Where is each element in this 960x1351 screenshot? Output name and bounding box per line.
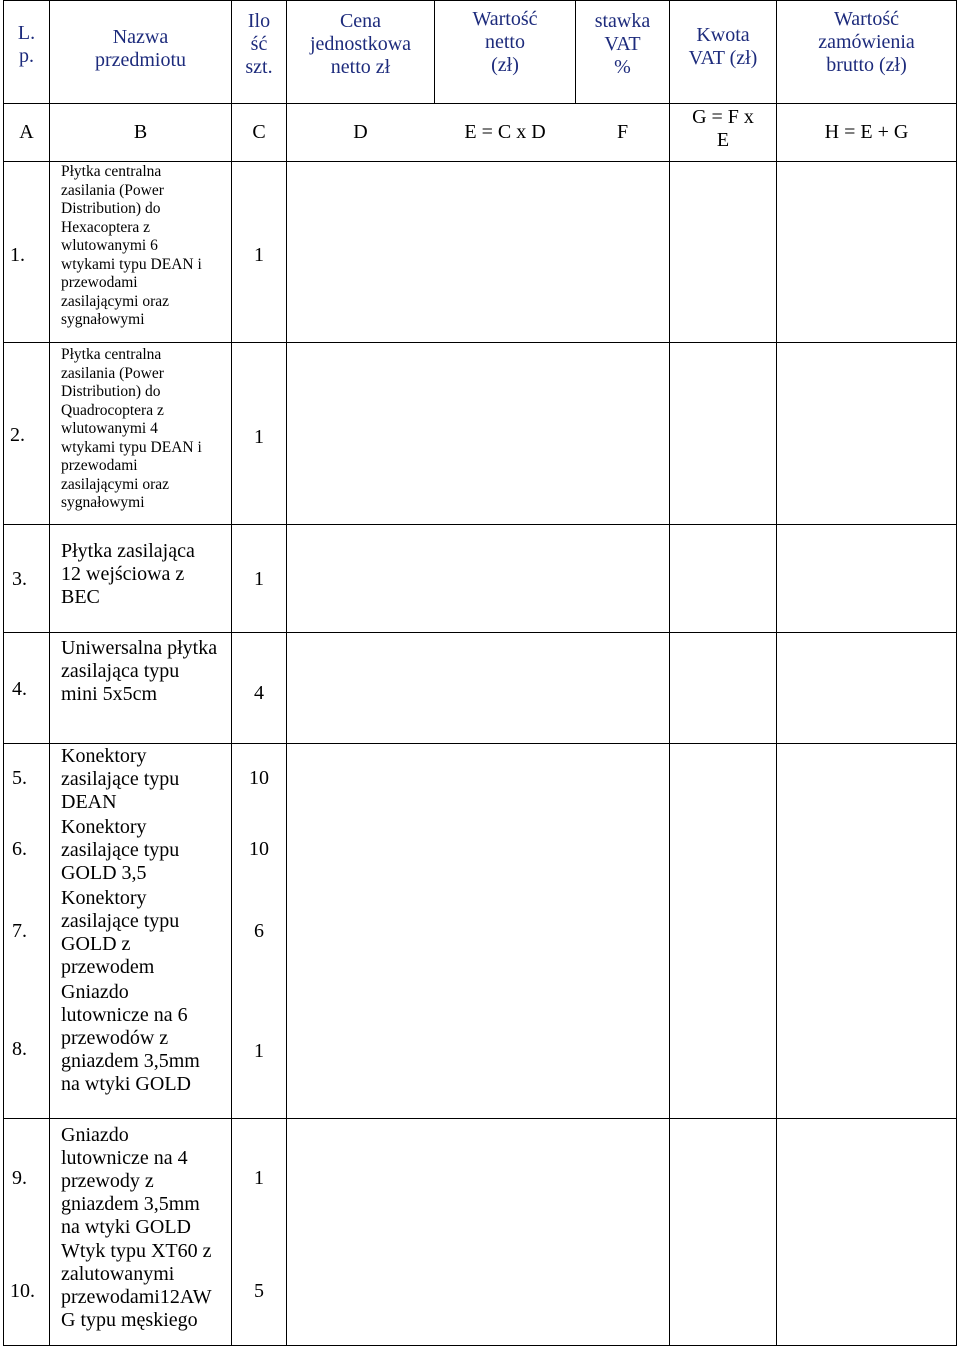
table-border-right bbox=[956, 0, 957, 1346]
column-rule bbox=[231, 0, 232, 1346]
row-rule bbox=[3, 342, 957, 343]
row-rule bbox=[3, 161, 957, 162]
row-item-name: Płytka centralna zasilania (Power Distribution) do Quadrocoptera z wlutowanymi 4 wtykami typu DEAN i przewodami zasilającymi oraz sygnałowymi bbox=[61, 346, 202, 511]
row-qty: 10 bbox=[249, 767, 269, 789]
row-lp: 4. bbox=[12, 678, 27, 700]
header-vat-amount: Kwota VAT (zł) bbox=[688, 24, 758, 69]
table-border-left bbox=[3, 0, 4, 1346]
header-lp: L. p. bbox=[17, 22, 36, 67]
formula-f: F bbox=[616, 121, 629, 143]
row-qty: 5 bbox=[254, 1280, 264, 1302]
row-rule bbox=[3, 743, 957, 744]
header-gross-value: Wartość zamówienia brutto (zł) bbox=[818, 8, 915, 76]
header-net-value: Wartość netto (zł) bbox=[472, 8, 538, 76]
row-lp: 8. bbox=[12, 1038, 27, 1060]
formula-e: E = C x D bbox=[464, 121, 546, 143]
formula-b: B bbox=[133, 121, 148, 143]
table-border-top bbox=[3, 0, 957, 1]
row-item-name: Płytka centralna zasilania (Power Distribution) do Hexacoptera z wlutowanymi 6 wtykami typu DEAN i przewodami zasilającymi oraz sygnałowymi bbox=[61, 163, 202, 328]
formula-h: H = E + G bbox=[824, 121, 909, 143]
row-lp: 6. bbox=[12, 838, 27, 860]
row-item-name: Konektory zasilające typu GOLD 3,5 bbox=[61, 816, 180, 884]
row-lp: 5. bbox=[12, 767, 27, 789]
formula-d: D bbox=[353, 121, 368, 143]
row-item-name: Uniwersalna płytka zasilająca typu mini 5x5cm bbox=[61, 637, 218, 705]
header-qty: Ilo ść szt. bbox=[245, 10, 273, 78]
row-lp: 2. bbox=[10, 424, 25, 446]
row-lp: 7. bbox=[12, 920, 27, 942]
row-item-name: Gniazdo lutownicze na 6 przewodów z gniazdem 3,5mm na wtyki GOLD bbox=[61, 981, 200, 1095]
row-item-name: Konektory zasilające typu DEAN bbox=[61, 745, 180, 813]
row-rule bbox=[3, 103, 957, 104]
formula-c: C bbox=[252, 121, 266, 143]
table-border-bottom bbox=[3, 1345, 957, 1346]
row-item-name: Gniazdo lutownicze na 4 przewody z gniazdem 3,5mm na wtyki GOLD bbox=[61, 1124, 200, 1238]
column-rule bbox=[669, 0, 670, 1346]
row-rule bbox=[3, 524, 957, 525]
row-qty: 1 bbox=[254, 568, 264, 590]
header-name: Nazwa przedmiotu bbox=[94, 26, 187, 71]
row-qty: 1 bbox=[254, 1040, 264, 1062]
row-qty: 6 bbox=[254, 920, 264, 942]
row-lp: 1. bbox=[10, 244, 25, 266]
header-unit-price: Cena jednostkowa netto zł bbox=[309, 10, 412, 78]
row-lp: 9. bbox=[12, 1167, 27, 1189]
row-qty: 1 bbox=[254, 1167, 264, 1189]
header-vat-rate: stawka VAT % bbox=[594, 10, 651, 78]
row-qty: 1 bbox=[254, 426, 264, 448]
column-rule bbox=[49, 0, 50, 1346]
row-qty: 10 bbox=[249, 838, 269, 860]
row-lp: 10. bbox=[10, 1280, 35, 1302]
column-rule bbox=[286, 0, 287, 1346]
row-qty: 1 bbox=[254, 244, 264, 266]
row-item-name: Wtyk typu XT60 z zalutowanymi przewodami12AW G typu męskiego bbox=[61, 1240, 212, 1331]
row-qty: 4 bbox=[254, 682, 264, 704]
formula-g: G = F x E bbox=[692, 106, 754, 151]
row-item-name: Konektory zasilające typu GOLD z przewodem bbox=[61, 887, 180, 978]
row-lp: 3. bbox=[12, 568, 27, 590]
row-rule bbox=[3, 1118, 957, 1119]
column-rule bbox=[776, 0, 777, 1346]
row-rule bbox=[3, 632, 957, 633]
row-item-name: Płytka zasilająca 12 wejściowa z BEC bbox=[61, 540, 195, 608]
formula-a: A bbox=[19, 121, 34, 143]
